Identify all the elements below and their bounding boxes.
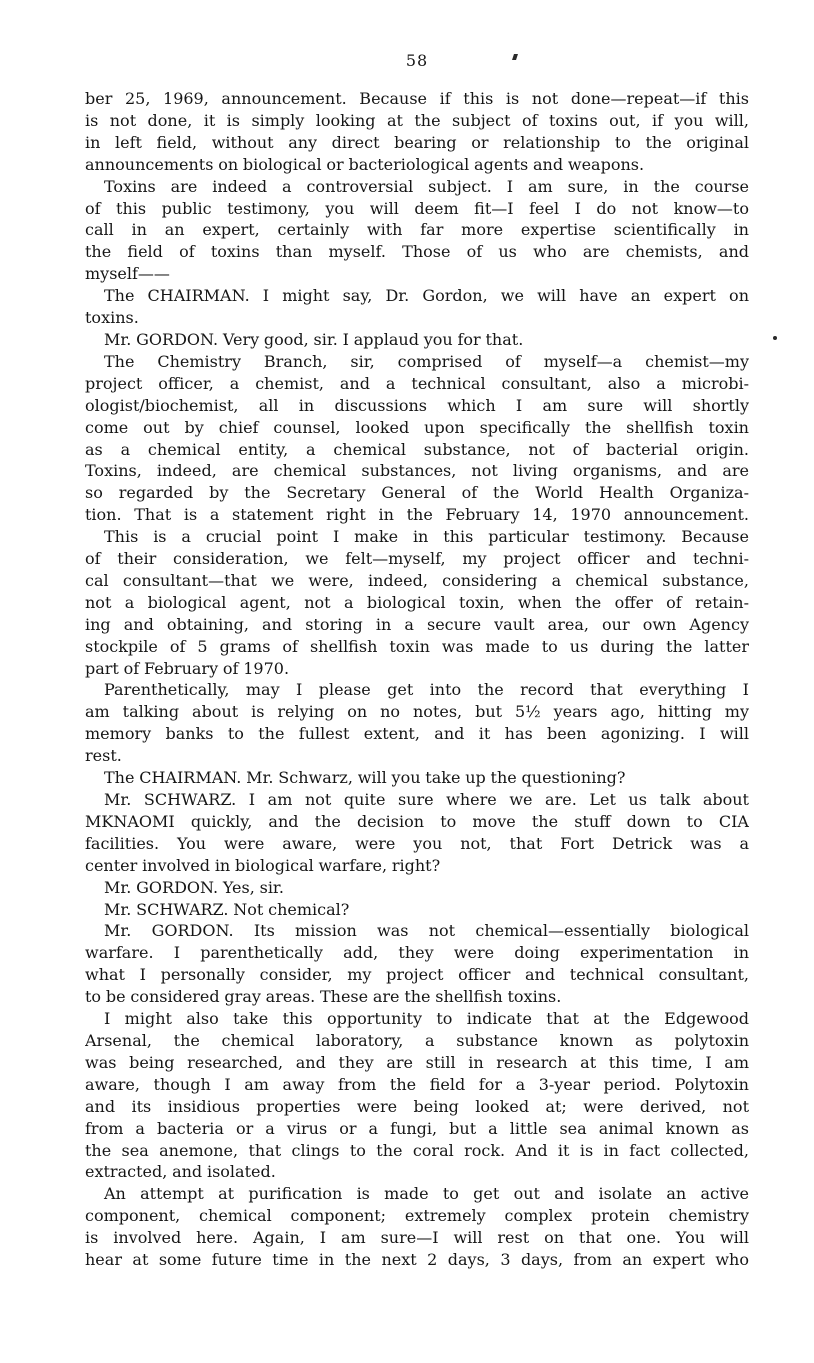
text-line: Mr. GORDON. Yes, sir. <box>104 877 284 897</box>
text-line: what I personally consider, my project officer and technical consultant, <box>85 965 749 985</box>
text-line: Toxins, indeed, are chemical substances, not living organisms, and are <box>85 461 749 481</box>
text-line: component, chemical component; extremely complex protein chemistry <box>85 1206 749 1226</box>
text-line: of this public testimony, you will deem fit—I feel I do not know—to <box>85 198 749 218</box>
text-line: call in an expert, certainly with far more expertise scientifically in <box>85 220 749 240</box>
paragraph <box>85 920 749 1008</box>
text-line: The CHAIRMAN. Mr. Schwarz, will you take up the questioning? <box>104 768 626 788</box>
text-line: is involved here. Again, I am sure—I will rest on that one. You will <box>85 1228 749 1248</box>
text-line: rest. <box>85 746 122 766</box>
text-line: the sea anemone, that clings to the coral rock. And it is in fact collected, <box>85 1140 749 1160</box>
paragraph <box>85 285 749 329</box>
scan-artifact <box>773 336 777 340</box>
text-line: I might also take this opportunity to indicate that at the Edgewood <box>104 1009 749 1029</box>
text-line: announcements on biological or bacteriological agents and weapons. <box>85 154 645 174</box>
text-line: memory banks to the fullest extent, and it has been agonizing. I will <box>85 724 749 744</box>
paragraph <box>85 679 749 767</box>
text-line: Mr. GORDON. Very good, sir. I applaud you for that. <box>104 329 524 349</box>
text-line: facilities. You were aware, were you not, that Fort Detrick was a <box>85 833 749 853</box>
text-line: ber 25, 1969, announcement. Because if this is not done—repeat—if this <box>85 89 749 108</box>
text-line: in left field, without any direct bearing or relationship to the original <box>85 132 749 152</box>
text-line: myself—— <box>85 264 170 284</box>
text-line: The Chemistry Branch, sir, comprised of myself—a chemist—my <box>104 351 749 371</box>
text-line: Arsenal, the chemical laboratory, a substance known as polytoxin <box>85 1030 749 1050</box>
text-line: ing and obtaining, and storing in a secure vault area, our own Agency <box>85 614 749 634</box>
text-line: from a bacteria or a virus or a fungi, but a little sea animal known as <box>85 1118 749 1138</box>
text-line: come out by chief counsel, looked upon specifically the shellfish toxin <box>85 417 749 437</box>
text-line: part of February of 1970. <box>85 658 290 678</box>
paragraph <box>85 351 749 526</box>
text-line: project officer, a chemist, and a technical consultant, also a microbi- <box>85 373 749 393</box>
text-line: This is a crucial point I make in this particular testimony. Because <box>104 527 749 547</box>
paragraph <box>85 789 749 877</box>
text-line: and its insidious properties were being looked at; were derived, not <box>85 1096 749 1116</box>
text-line: extracted, and isolated. <box>85 1162 276 1182</box>
text-line: not a biological agent, not a biological toxin, when the offer of retain- <box>85 592 749 612</box>
paragraph <box>85 1183 749 1271</box>
paragraph <box>85 526 749 679</box>
text-line: An attempt at purification is made to get out and isolate an active <box>104 1184 749 1204</box>
text-line: is not done, it is simply looking at the subject of toxins out, if you will, <box>85 110 749 130</box>
paragraph <box>85 88 749 176</box>
text-line: ologist/biochemist, all in discussions which I am sure will shortly <box>85 395 749 415</box>
page-number: 58 <box>405 51 429 70</box>
text-line: tion. That is a statement right in the February 14, 1970 announcement. <box>85 505 749 525</box>
text-line: MKNAOMI quickly, and the decision to move the stuff down to CIA <box>85 811 749 831</box>
paragraph <box>85 176 749 286</box>
text-line: toxins. <box>85 308 139 328</box>
text-line: center involved in biological warfare, right? <box>85 855 441 875</box>
text-line: to be considered gray areas. These are the shellfish toxins. <box>85 987 562 1007</box>
text-line: am talking about is relying on no notes, but 5½ years ago, hitting my <box>85 702 749 722</box>
paragraph <box>85 877 749 899</box>
text-line: cal consultant—that we were, indeed, considering a chemical substance, <box>85 570 749 590</box>
paragraph <box>85 329 749 351</box>
text-line: of their consideration, we felt—myself, my project officer and techni- <box>85 549 749 569</box>
text-line: warfare. I parenthetically add, they were doing experimentation in <box>85 943 749 963</box>
text-line: aware, though I am away from the field for a 3-year period. Polytoxin <box>85 1074 749 1094</box>
text-line: The CHAIRMAN. I might say, Dr. Gordon, we will have an expert on <box>104 286 749 306</box>
text-line: stockpile of 5 grams of shellfish toxin was made to us during the latter <box>85 636 749 656</box>
text-line: the field of toxins than myself. Those of us who are chemists, and <box>85 242 749 262</box>
paragraph <box>85 899 749 921</box>
text-line: Mr. GORDON. Its mission was not chemical—essentially biological <box>104 921 749 941</box>
text-line: hear at some future time in the next 2 days, 3 days, from an expert who <box>85 1250 749 1270</box>
paragraph <box>85 767 749 789</box>
text-line: as a chemical entity, a chemical substance, not of bacterial origin. <box>85 439 749 459</box>
text-line: was being researched, and they are still in research at this time, I am <box>85 1052 749 1072</box>
text-line: Mr. SCHWARZ. I am not quite sure where we are. Let us talk about <box>104 790 749 809</box>
paragraph <box>85 1008 749 1183</box>
text-block <box>85 88 749 1271</box>
text-line: so regarded by the Secretary General of the World Health Organiza- <box>85 483 749 503</box>
text-line: Mr. SCHWARZ. Not chemical? <box>104 899 350 919</box>
text-line: Toxins are indeed a controversial subject. I am sure, in the course <box>104 176 749 196</box>
text-line: Parenthetically, may I please get into the record that everything I <box>104 680 749 700</box>
